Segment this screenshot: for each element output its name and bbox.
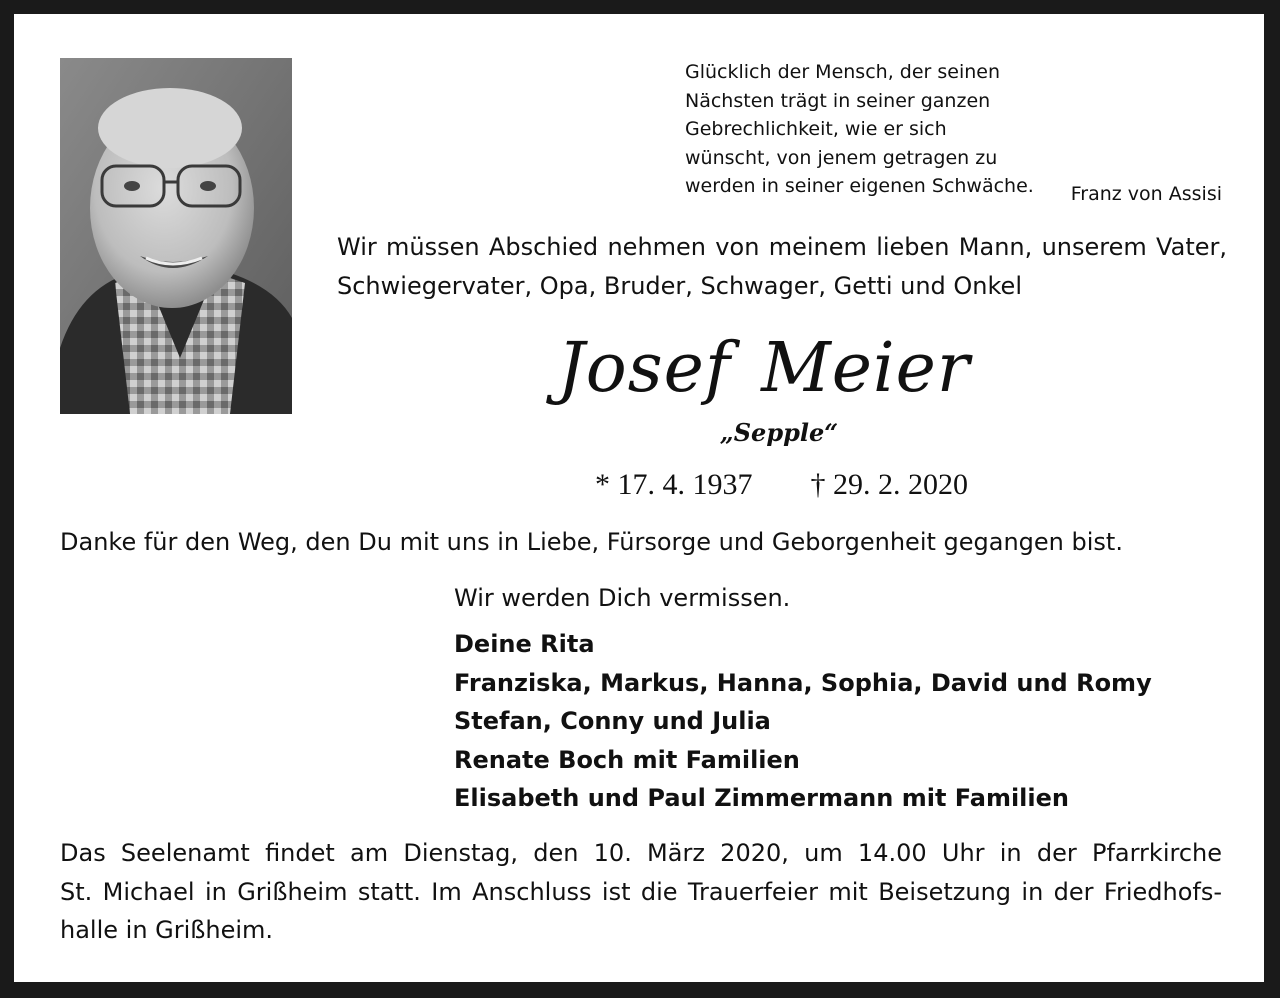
quote-line: Glücklich der Mensch, der seinen (685, 61, 1001, 83)
birth-date: * 17. 4. 1937 (595, 468, 753, 501)
signer-line: Franziska, Markus, Hanna, Sophia, David und Romy (454, 668, 1152, 697)
signer-line: Renate Boch mit Familien (454, 745, 800, 774)
intro-line: Wir müssen Abschied nehmen von meinem lieben Mann, unserem Vater, (337, 233, 1227, 261)
portrait-image (60, 58, 292, 414)
life-dates (314, 468, 1249, 502)
quote-text (685, 58, 1045, 201)
signer-line: Stefan, Conny und Julia (454, 707, 771, 735)
signer-line: Elisabeth und Paul Zimmermann mit Familien (454, 784, 1069, 812)
last-name: Meier (761, 329, 971, 408)
thanks-text: Danke für den Weg, den Du mit uns in Liebe, Fürsorge und Geborgenheit gegangen bist. (60, 528, 1123, 556)
quote-line: Gebrechlichkeit, wie er sich (685, 118, 947, 140)
notice-line: Das Seelenamt findet am Dienstag, den 10. März 2020, um 14.00 Uhr in der Pfarrkirche (60, 839, 1222, 867)
quote-author: Franz von Assisi (1070, 183, 1222, 205)
quote-line: Nächsten trägt in seiner ganzen (685, 89, 991, 112)
service-notice (60, 834, 1222, 950)
nickname: „Sepple“ (719, 418, 839, 447)
death-date: † 29. 2. 2020 (810, 468, 968, 501)
obituary-card (14, 14, 1264, 982)
signer-line: Deine Rita (454, 630, 595, 658)
signers-list (454, 625, 1152, 818)
intro-line: Schwiegervater, Opa, Bruder, Schwager, Getti und Onkel (337, 272, 1022, 300)
quote-line: werden in seiner eigenen Schwäche. (685, 175, 1034, 197)
quote-line: wünscht, von jenem getragen zu (685, 146, 998, 169)
deceased-name (314, 324, 1214, 414)
farewell-intro (337, 228, 1227, 306)
notice-line: St. Michael in Grißheim statt. Im Anschluss ist die Trauerfeier mit Beisetzung in der Friedhofs- (60, 877, 1222, 906)
notice-line: halle in Grißheim. (60, 916, 274, 944)
miss-text: Wir werden Dich vermissen. (454, 584, 791, 612)
first-name: Josef (557, 329, 732, 408)
portrait-photo (60, 58, 292, 414)
